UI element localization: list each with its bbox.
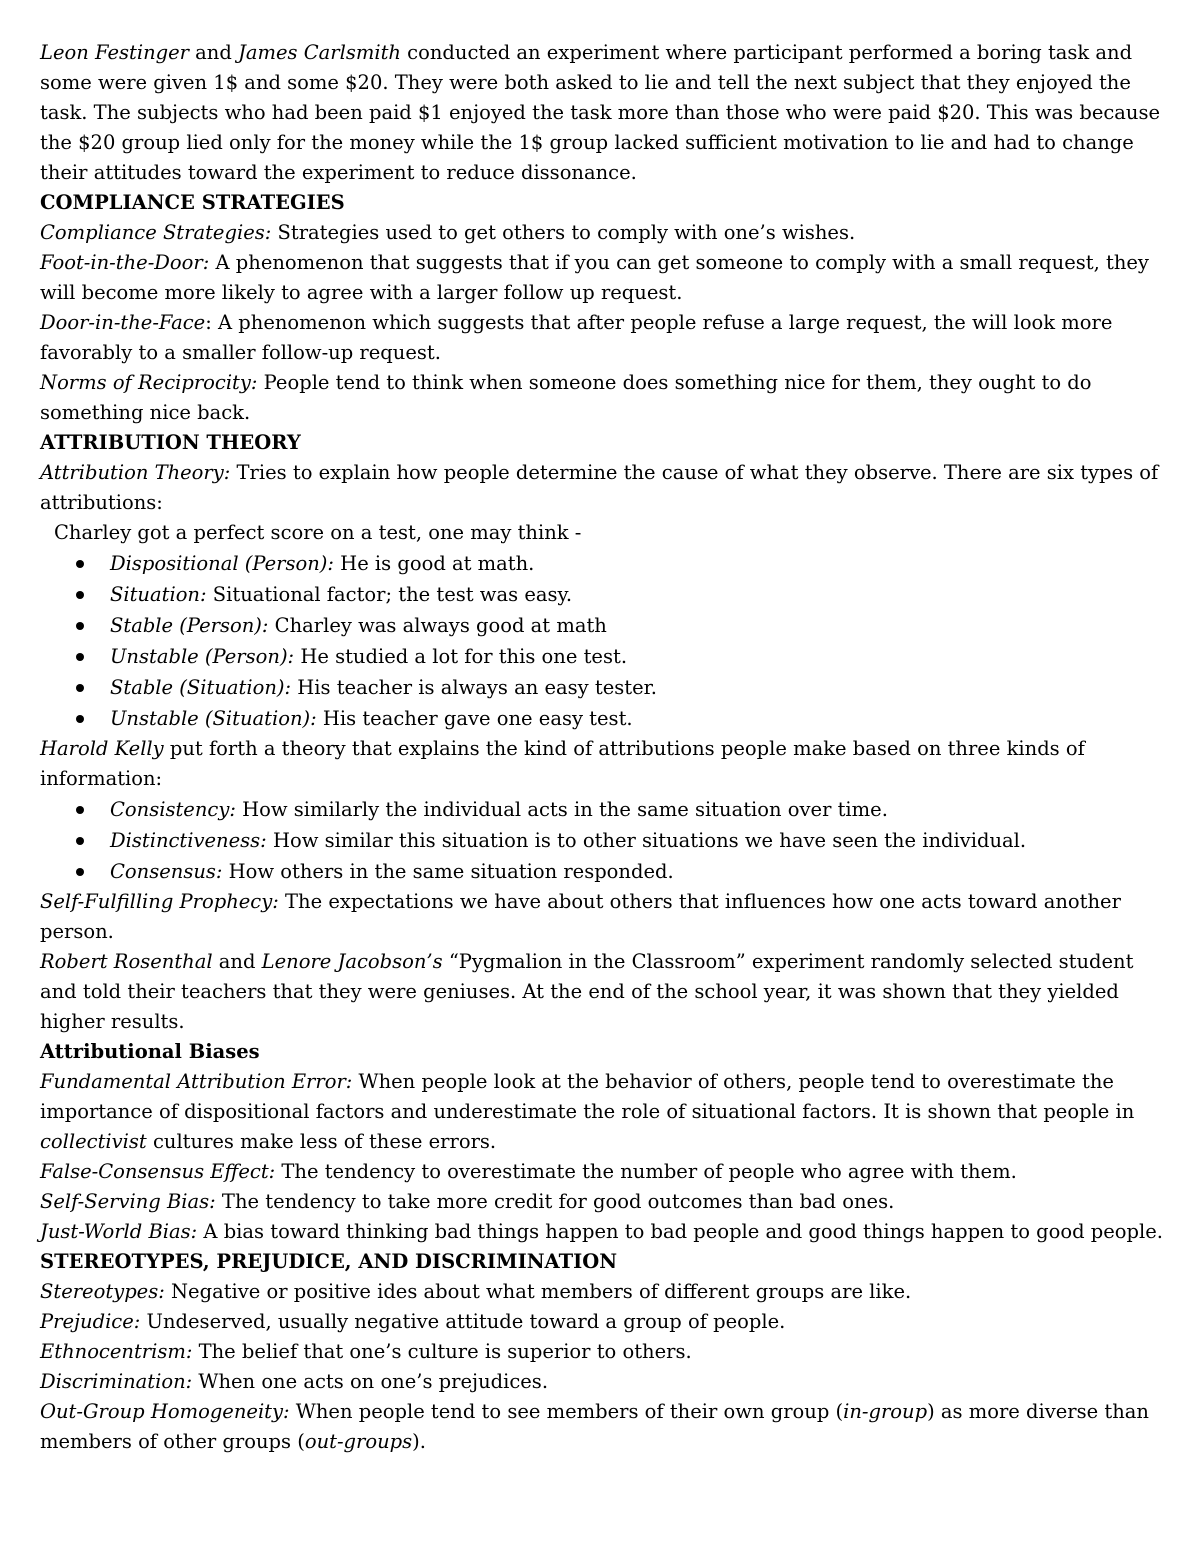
- compliance-heading: COMPLIANCE STRATEGIES: [40, 191, 345, 214]
- list-item: Unstable (Person): He studied a lot for this one test.: [40, 641, 1170, 672]
- definition-compliance-strategies: Compliance Strategies: Strategies used to get others to comply with one’s wishes.: [40, 221, 856, 244]
- definition-self-fulfilling-prophecy: Self-Fulfilling Prophecy: The expectations we have about others that influences how one acts toward another person.: [40, 890, 1121, 943]
- kelly-info-list: [40, 794, 1170, 887]
- carlsmith-name: James Carlsmith: [238, 41, 401, 64]
- definition-self-serving-bias: Self-Serving Bias: The tendency to take more credit for good outcomes than bad ones.: [40, 1190, 895, 1213]
- list-item: Distinctiveness: How similar this situation is to other situations we have seen the individual.: [40, 825, 1170, 856]
- definition-stereotypes: Stereotypes: Negative or positive ides about what members of different groups are like.: [40, 1280, 912, 1303]
- document-page: [40, 38, 1170, 1457]
- list-item: Consistency: How similarly the individual acts in the same situation over time.: [40, 794, 1170, 825]
- festinger-paragraph: Leon Festinger and James Carlsmith conducted an experiment where participant performed a boring task and some were given 1$ and some $20. They were both asked to lie and tell the next subject that they enjoyed the task. The subjects who had been paid $1 enjoyed the task more than those who were paid $20. This was because the $20 group lied only for the money while the 1$ group lacked sufficient motivation to lie and had to change their attitudes toward the experiment to reduce dissonance.: [40, 41, 1161, 184]
- kelly-paragraph: Harold Kelly put forth a theory that explains the kind of attributions people make based on three kinds of information:: [40, 737, 1085, 790]
- definition-discrimination: Discrimination: When one acts on one’s prejudices.: [40, 1370, 549, 1393]
- definition-prejudice: Prejudice: Undeserved, usually negative attitude toward a group of people.: [40, 1310, 786, 1333]
- stereotypes-heading: STEREOTYPES, PREJUDICE, AND DISCRIMINATION: [40, 1250, 618, 1273]
- list-item: Stable (Person): Charley was always good at math: [40, 610, 1170, 641]
- definition-foot-in-the-door: Foot-in-the-Door: A phenomenon that suggests that if you can get someone to comply with a small request, they will become more likely to agree with a larger follow up request.: [40, 251, 1149, 304]
- list-item: Situation: Situational factor; the test was easy.: [40, 579, 1170, 610]
- definition-out-group-homogeneity: Out-Group Homogeneity: When people tend to see members of their own group (in-group) as more diverse than members of other groups (out-groups).: [40, 1400, 1149, 1453]
- list-item: Stable (Situation): His teacher is always an easy tester.: [40, 672, 1170, 703]
- attribution-types-list: [40, 548, 1170, 734]
- attribution-example-intro: Charley got a perfect score on a test, one may think -: [54, 521, 582, 544]
- rosenthal-paragraph: Robert Rosenthal and Lenore Jacobson’s “Pygmalion in the Classroom” experiment randomly selected student and told their teachers that they were geniuses. At the end of the school year, it was shown that they yielded higher results.: [40, 950, 1134, 1033]
- biases-heading: Attributional Biases: [40, 1040, 260, 1063]
- definition-ethnocentrism: Ethnocentrism: The belief that one’s culture is superior to others.: [40, 1340, 692, 1363]
- definition-attribution-theory: Attribution Theory: Tries to explain how people determine the cause of what they observe. There are six types of attributions:: [40, 461, 1159, 514]
- definition-false-consensus-effect: False-Consensus Effect: The tendency to overestimate the number of people who agree with them.: [40, 1160, 1017, 1183]
- definition-just-world-bias: Just-World Bias: A bias toward thinking bad things happen to bad people and good things happen to good people.: [40, 1220, 1164, 1243]
- attribution-heading: ATTRIBUTION THEORY: [40, 431, 301, 454]
- definition-door-in-the-face: Door-in-the-Face: A phenomenon which suggests that after people refuse a large request, the will look more favorably to a smaller follow-up request.: [40, 311, 1113, 364]
- list-item: Unstable (Situation): His teacher gave one easy test.: [40, 703, 1170, 734]
- definition-norms-of-reciprocity: Norms of Reciprocity: People tend to think when someone does something nice for them, they ought to do something nice back.: [40, 371, 1092, 424]
- festinger-name: Leon Festinger: [40, 41, 189, 64]
- list-item: Consensus: How others in the same situation responded.: [40, 856, 1170, 887]
- list-item: Dispositional (Person): He is good at math.: [40, 548, 1170, 579]
- definition-fundamental-attribution-error: Fundamental Attribution Error: When people look at the behavior of others, people tend to overestimate the importance of dispositional factors and underestimate the role of situational factors. It is shown that people in collectivist cultures make less of these errors.: [40, 1070, 1135, 1153]
